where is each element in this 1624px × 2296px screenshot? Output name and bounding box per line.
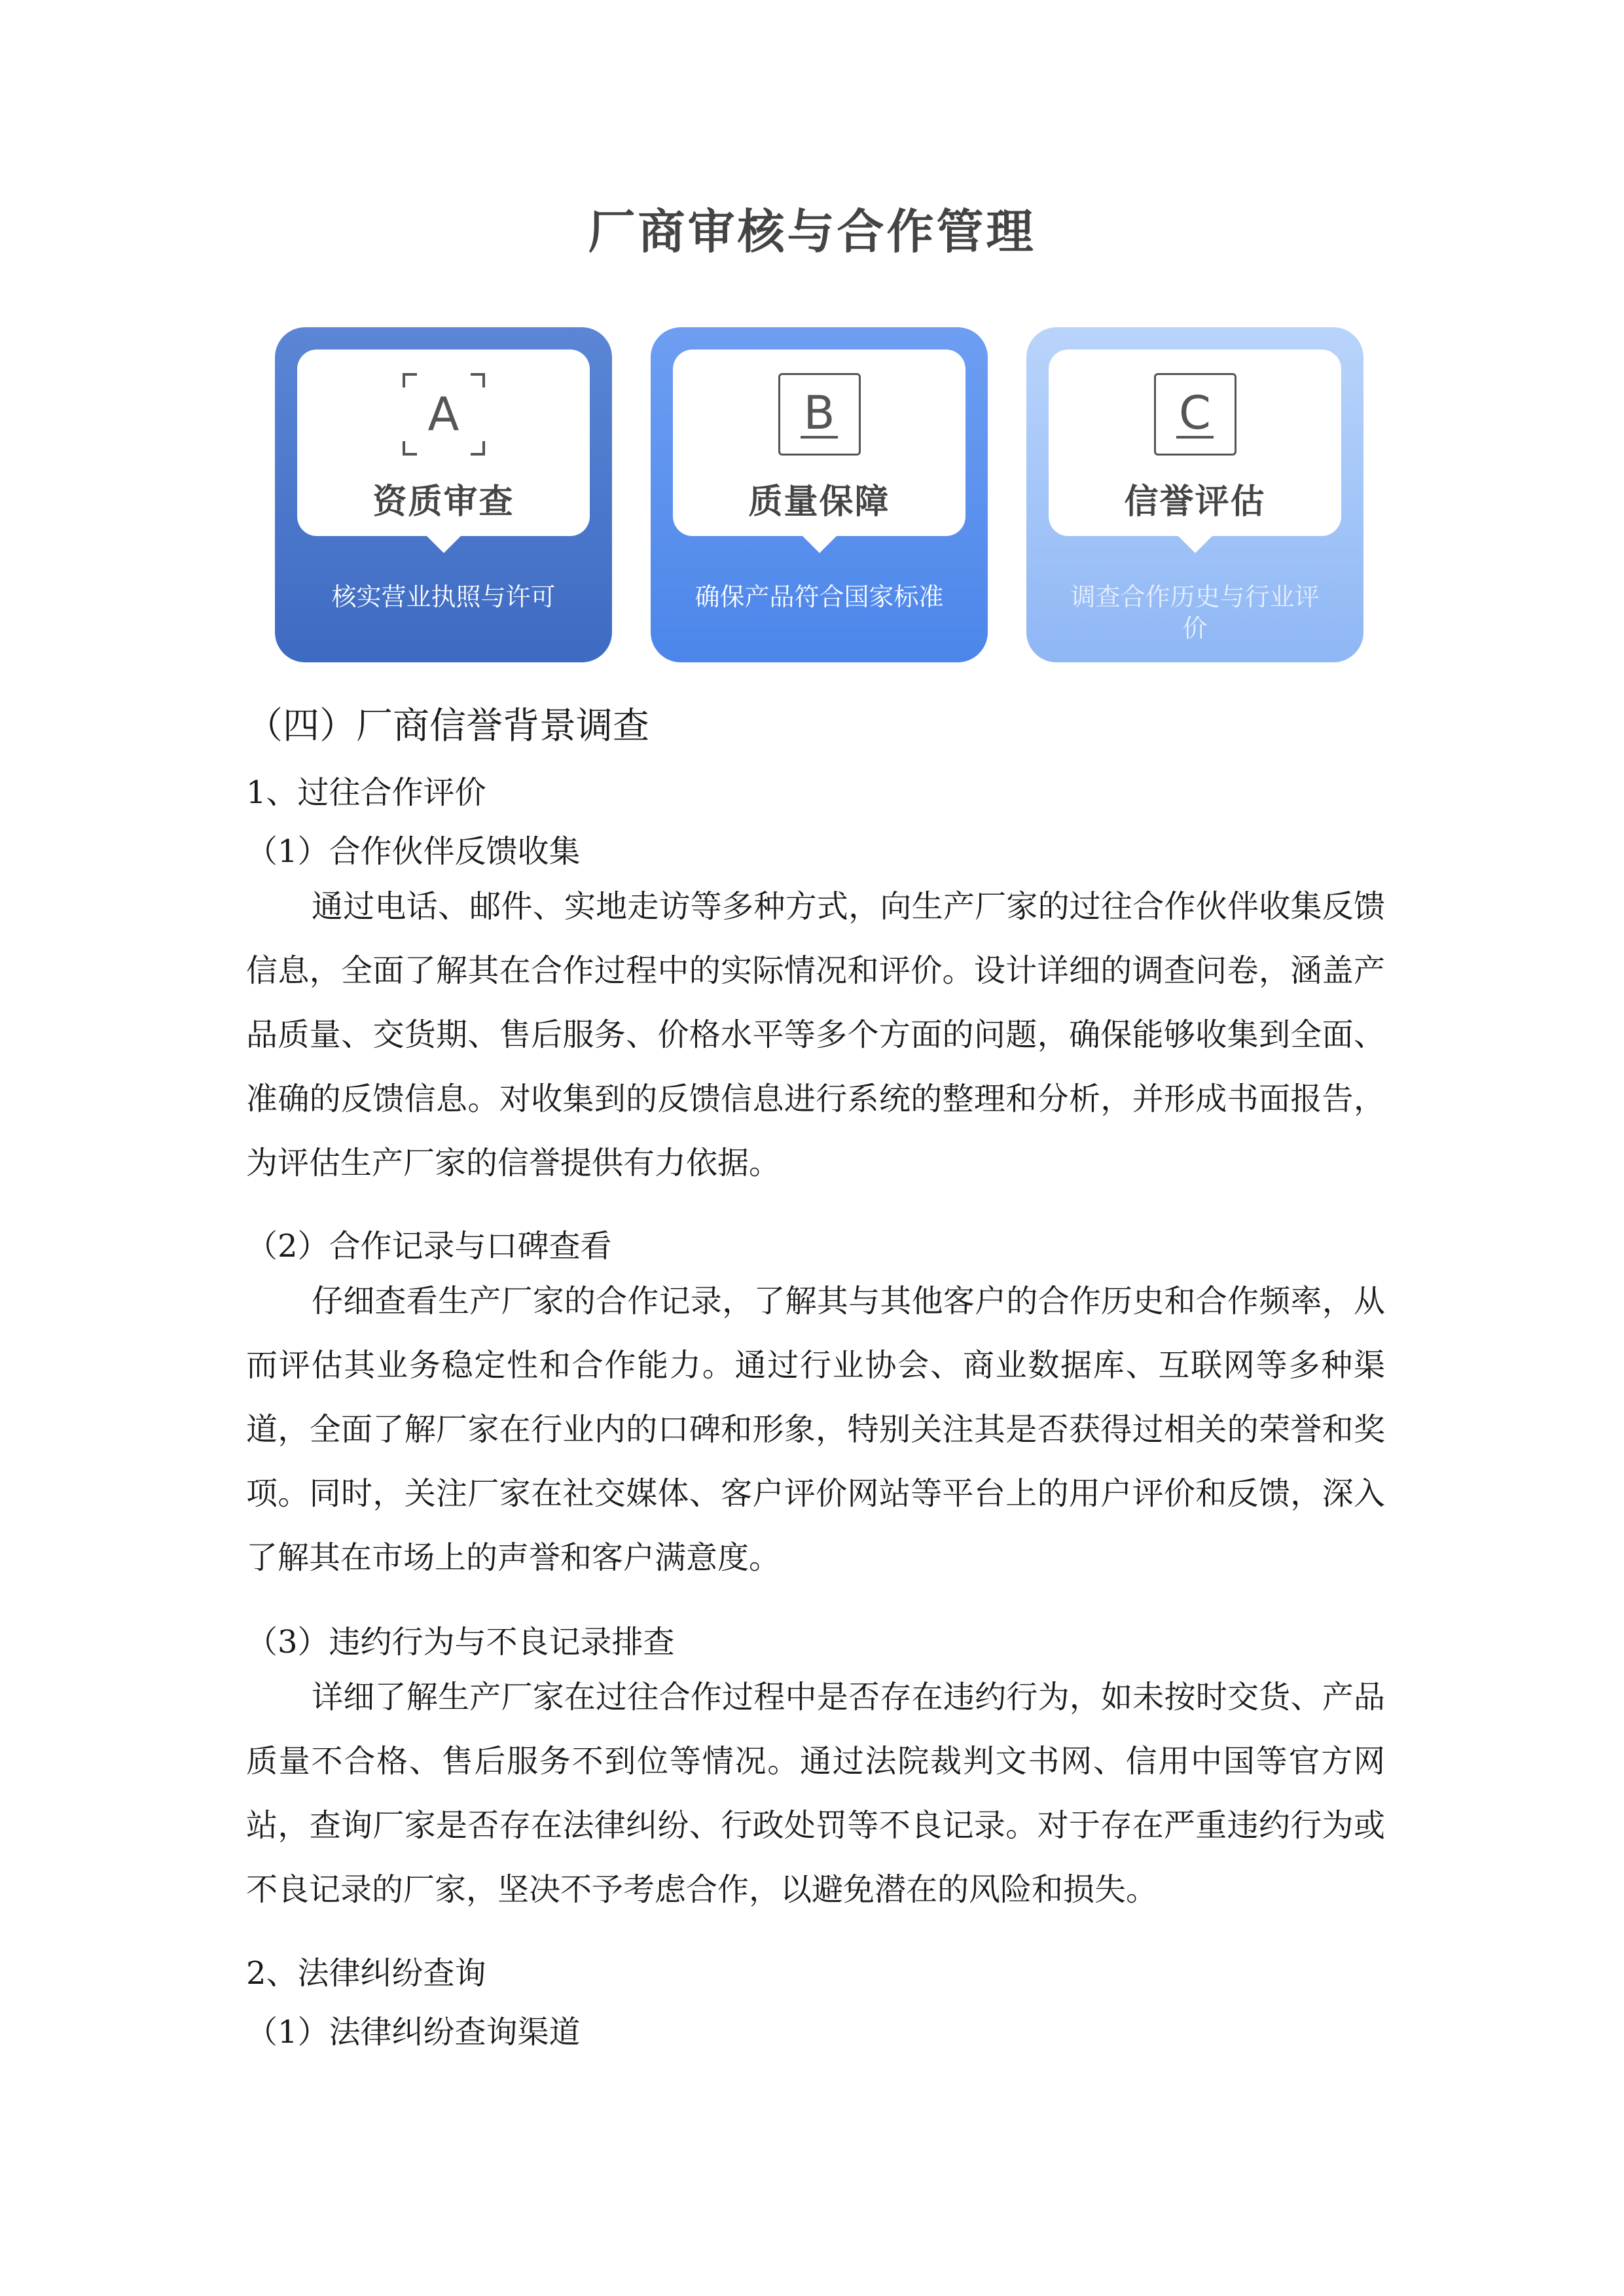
- card-title: 质量保障: [748, 482, 890, 522]
- page-title: 厂商审核与合作管理: [588, 204, 1036, 259]
- paragraph: 仔细查看生产厂家的合作记录，了解其与其他客户的合作历史和合作频率，从而评估其业务稳定性和合作能力。通过行业协会、商业数据库、互联网等多种渠道，全面了解厂家在行业内的口碑和形象，特别关注其是否获得过相关的荣誉和奖项。同时，关注厂家在社交媒体、客户评价网站等平台上的用户评价和反馈，深入了解其在市场上的声誉和客户满意度。: [246, 1283, 1385, 1576]
- card-inner: [673, 350, 965, 536]
- subsection-heading: 1、过往合作评价: [246, 774, 486, 811]
- letter-b-icon: [778, 373, 861, 456]
- section-heading: （四）厂商信誉背景调查: [246, 705, 649, 747]
- item-heading: （1）法律纠纷查询渠道: [246, 2014, 581, 2051]
- card-letter: A: [427, 387, 460, 441]
- letter-c-icon: [1154, 373, 1236, 456]
- card-qualification: [275, 327, 612, 662]
- card-desc: 调查合作历史与行业评价: [1070, 583, 1320, 643]
- subsection-heading: 2、法律纠纷查询: [246, 1955, 486, 1992]
- card-inner: [1049, 350, 1341, 536]
- letter-a-icon: [403, 373, 485, 456]
- card-reputation: [1026, 327, 1363, 662]
- card-desc: 确保产品符合国家标准: [695, 583, 944, 611]
- item-heading: （3）违约行为与不良记录排查: [246, 1624, 675, 1660]
- card-desc: 核实营业执照与许可: [331, 583, 556, 611]
- card-inner: [297, 350, 590, 536]
- paragraph: 通过电话、邮件、实地走访等多种方式，向生产厂家的过往合作伙伴收集反馈信息，全面了解其在合作过程中的实际情况和评价。设计详细的调查问卷，涵盖产品质量、交货期、售后服务、价格水平等多个方面的问题，确保能够收集到全面、准确的反馈信息。对收集到的反馈信息进行系统的整理和分析，并形成书面报告，为评估生产厂家的信誉提供有力依据。: [246, 888, 1385, 1181]
- card-quality: [651, 327, 988, 662]
- paragraph: 详细了解生产厂家在过往合作过程中是否存在违约行为，如未按时交货、产品质量不合格、售后服务不到位等情况。通过法院裁判文书网、信用中国等官方网站，查询厂家是否存在法律纠纷、行政处罚等不良记录。对于存在严重违约行为或不良记录的厂家，坚决不予考虑合作，以避免潜在的风险和损失。: [246, 1679, 1385, 1908]
- card-title: 信誉评估: [1124, 482, 1266, 522]
- card-title: 资质审查: [372, 482, 514, 522]
- item-heading: （1）合作伙伴反馈收集: [246, 833, 581, 870]
- card-letter: B: [801, 390, 837, 439]
- card-letter: C: [1176, 390, 1214, 439]
- item-heading: （2）合作记录与口碑查看: [246, 1228, 612, 1265]
